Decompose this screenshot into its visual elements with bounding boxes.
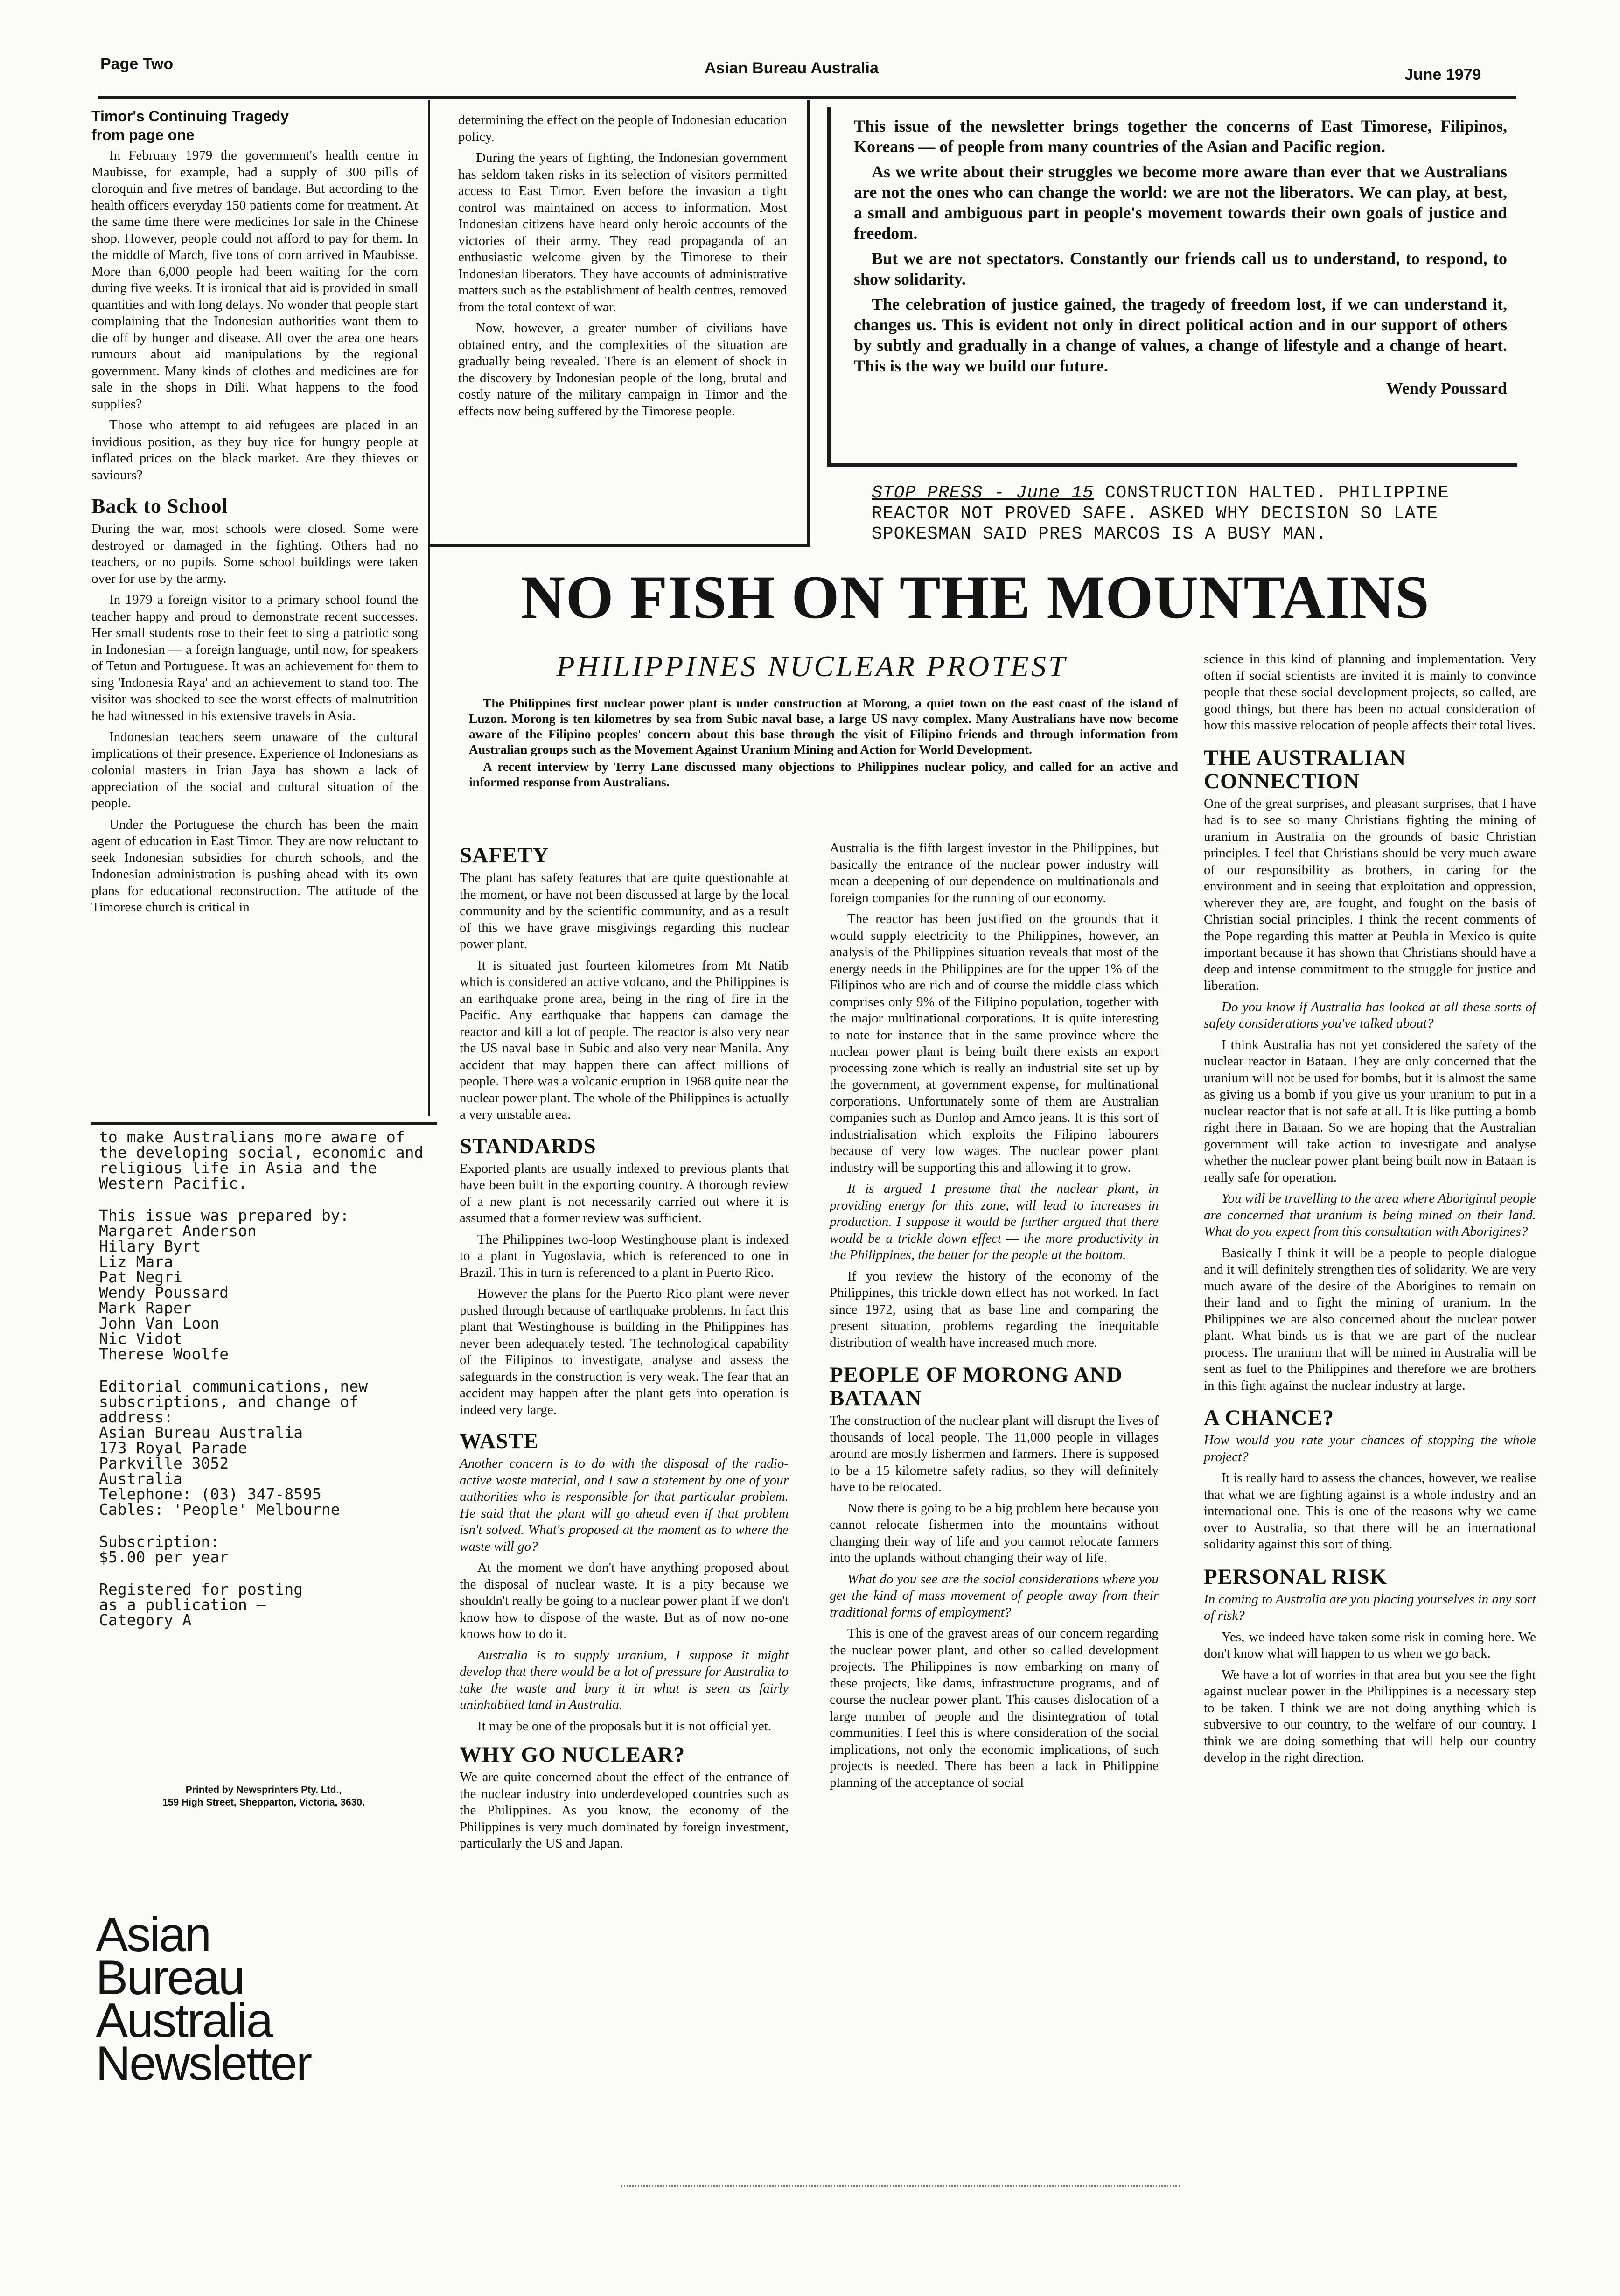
editorial-para: This issue of the newsletter brings together the concerns of East Timorese, Filipinos, Koreans — of people from many countries of the Asian and Pacific region.	[854, 117, 1507, 156]
address-line: Asian Bureau Australia	[99, 1423, 303, 1442]
prepared-by-name: Nic Vidot	[99, 1330, 182, 1348]
waste-question: Another concern is to do with the disposal of the radio-active waste material, and I saw a statement by one of your authorities who is responsible for that particular problem. He said that the plant will go ahead even if that problem isn't solved. What's proposed at the moment as to where the waste will go?	[460, 1456, 789, 1554]
logo-line: Bureau	[96, 1951, 244, 2005]
intro-para: The Philippines first nuclear power plant is under construction at Morong, a quiet town on the east coast of the island of Luzon. Morong is ten kilometres by sea from Subic naval base, a large US navy complex. Many Australians have now become aware of the Filipino peoples' concern about this base through the visit of Filipino friends and through information from Australian groups such as the Movement Against Uranium Mining and Action for World Development.	[469, 696, 1178, 756]
risk-answer: Yes, we indeed have taken some risk in coming here. We don't know what will happen to us when we go back.	[1204, 1629, 1536, 1661]
school-para: Indonesian teachers seem unaware of the cultural implications of their presence. Experience of Indonesians as colonial masters in Irian Jaya has shown a lack of appreciation of the social and cultural situation of the people.	[91, 729, 418, 811]
waste-answer: At the moment we don't have anything proposed about the disposal of nuclear waste. It is a pity because we shouldn't really be going to a nuclear power plant if we don't know how to dispose of the waste. But as of now no-one knows how to do it.	[460, 1560, 789, 1641]
risk-answer: We have a lot of worries in that area but you see the fight against nuclear power in the Philippines is a necessary step to be taken. I think we are not doing anything which is subversive to our country, to the welfare of our country. I think we are doing something that will help our country develop in the right direction.	[1204, 1667, 1536, 1765]
timor-para: In February 1979 the government's health centre in Maubisse, for example, had a supply of 300 pills of cloroquin and five metres of bandage. But according to the health officers everyday 150 patients come for treatment. At the same time there were medicines for sale in the Chinese shop. However, people could not afford to pay for them. In the middle of March, five tons of corn arrived in Maubisse. More than 6,000 people had been waiting for the corn during five weeks. It is ironical that aid is provided in small quantities and with long delays. No wonder that people start complaining that the Indonesian authorities want them to die off by hunger and disease. All over the area one hears rumours about aid manipulations by the regional government. Many kinds of clothes and medicines are for sale in the shops in Dili. What happens to the food supplies?	[91, 148, 418, 412]
stop-press-label: STOP PRESS - June 15	[872, 483, 1094, 503]
standards-title: STANDARDS	[460, 1134, 596, 1158]
registration-line: Registered for posting	[99, 1580, 303, 1598]
why-nuclear-para: We are quite concerned about the effect of the entrance of the nuclear industry into underdeveloped countries such as the Philippines. As you know, the economy of the Philippines is very much dominated by foreign investment, particularly the US and Japan.	[460, 1770, 789, 1851]
registration-line: Category A	[99, 1611, 192, 1629]
header-rule	[98, 96, 1516, 99]
prepared-by-name: Mark Raper	[99, 1299, 192, 1317]
prepared-by-name: Wendy Poussard	[99, 1283, 229, 1302]
feature-col2	[830, 840, 1159, 1796]
prepared-by-name: Liz Mara	[99, 1253, 173, 1271]
address-line: Cables: 'People' Melbourne	[99, 1500, 340, 1519]
registration-line: as a publication —	[99, 1596, 266, 1614]
bottom-dotted-rule	[621, 2185, 1180, 2187]
stop-press-text: CONSTRUCTION HALTED. PHILIPPINE	[1094, 483, 1449, 503]
chance-answer: It is really hard to assess the chances, however, we realise that what we are fighting against is a whole industry and an international one. This is one of the reasons why we came over to Australia, so that there will be an international solidarity against this sort of thing.	[1204, 1470, 1536, 1552]
standards-para: Exported plants are usually indexed to previous plants that have been built in the exporting country. A thorough review of a new plant is not necessarily carried out where it is assumed that a former review was sufficient.	[460, 1161, 789, 1225]
morong-question: What do you see are the social considerations where you get the kind of mass movement of people away from their traditional forms of employment?	[830, 1571, 1159, 1620]
feature-headline: NO FISH ON THE MOUNTAINS	[520, 563, 1430, 631]
editorial-para: As we write about their struggles we become more aware than ever that we Australians are not the ones who can change the world: we are not the liberators. We can play, at best, a small and ambiguous part in people's movement towards their own goals of justice and freedom.	[854, 162, 1507, 243]
prepared-by-name: Margaret Anderson	[99, 1222, 257, 1240]
school-para: During the war, most schools were closed. Some were destroyed or damaged in the fighting. Others had no teachers, or no pupils. Some school buildings were taken over for use by the army.	[91, 521, 418, 586]
column-rule	[428, 547, 430, 1116]
printer-line: Printed by Newsprinters Pty. Ltd.,	[185, 1785, 342, 1795]
timor-box-rule	[807, 100, 810, 547]
timor-col2-para: Now, however, a greater number of civilians have obtained entry, and the complexities of the situation are gradually being revealed. There is an element of shock in the discovery by Indonesian people of the long, brutal and costly nature of the military campaign in Timor and the effects now being suffered by the Timorese people.	[458, 321, 787, 419]
editorial-signature: Wendy Poussard	[1386, 379, 1507, 398]
address-line: 173 Royal Parade	[99, 1439, 247, 1457]
printer-line: 159 High Street, Shepparton, Victoria, 3630.	[162, 1797, 365, 1808]
feature-subhead: PHILIPPINES NUCLEAR PROTEST	[556, 650, 1068, 683]
aborigines-answer: Basically I think it will be a people to people dialogue and it will definitely strengthen ties of solidarity. We are very much aware of the desire of the Aborigines to remain on their land and to fight the mining of uranium. In the Philippines we are also concerned about the nuclear power plant. What binds us is that we are part of the nuclear process. The uranium that will be mined in Australia will be sent as fuel to the Philippines and therefore we are brothers in this fight against the nuclear industry at large.	[1204, 1245, 1536, 1393]
logo-line: Asian	[96, 1908, 210, 1962]
timor-article-col1	[91, 107, 418, 921]
timor-col2-para: During the years of fighting, the Indonesian government has seldom taken risks in its selection of visitors permitted access to East Timor. Even before the invasion a tight control was maintained on access to information. Most Indonesian citizens have heard only heroic accounts of the victories of their army. They read propaganda of an enthusiastic welcome given by the Timorese to their Indonesian liberators. They have accounts of administrative matters such as the establishment of health centres, removed from the total context of war.	[458, 150, 787, 315]
prepared-by-name: Therese Woolfe	[99, 1345, 229, 1363]
address-line: Parkville 3052	[99, 1454, 229, 1472]
page-number: Page Two	[100, 55, 174, 73]
australia-answer: I think Australia has not yet considered the safety of the nuclear reactor in Bataan. They are only concerned that the uranium will not be used for bombs, but it is almost the same as giving us a bomb if you give us your uranium to put in a nuclear reactor that is not safe at all. It is like putting a bomb right there in Bataan. So we are hoping that the Australian government will take action to investigate and analyse whether the nuclear power plant being built now in Bataan is really safe for operation.	[1204, 1037, 1536, 1185]
chance-question: How would you rate your chances of stopping the whole project?	[1204, 1433, 1536, 1464]
trickle-question: It is argued I presume that the nuclear plant, in providing energy for this zone, will lead to increases in production. I suppose it would be further argued that there would be a trickle down effect — the more productivity in the Philippines, the better for the people at the bottom.	[830, 1181, 1159, 1262]
subscription-label: Subscription:	[99, 1533, 220, 1551]
aborigines-question: You will be travelling to the area where Aboriginal people are concerned that uranium is being mined on their land. What do you expect from this consultation with Aborigines?	[1204, 1191, 1536, 1239]
trickle-answer: If you review the history of the economy of the Philippines, this trickle down effect has not worked. In fact since 1972, using that as base line and comparing the present situation, problems regarding the inequitable distribution of wealth have increased much more.	[830, 1268, 1159, 1350]
back-to-school-title: Back to School	[91, 495, 228, 518]
timor-subtitle: from page one	[91, 126, 195, 143]
prepared-by-name: Pat Negri	[99, 1268, 182, 1286]
address-label: Editorial communications, new subscriptions, and change of address:	[99, 1377, 368, 1426]
intro-para: A recent interview by Terry Lane discussed many objections to Philippines nuclear policy, and called for an active and informed response from Australians.	[469, 759, 1178, 789]
editorial-para: The celebration of justice gained, the tragedy of freedom lost, if we can understand it, changes us. This is evident not only in direct political action and in our support of others by subtly and gradually in a change of values, a change of lifestyle and a change of heart. This is the way we build our future.	[854, 295, 1507, 375]
safety-para: It is situated just fourteen kilometres from Mt Natib which is considered an active volcano, and the Philippines is an earthquake prone area, being in the ring of fire in the Pacific. Any earthquake that happens can damage the reactor and kill a lot of people. The reactor is also very near the US naval base in Subic and also very near Manila. Any accident that may happen there can affect millions of people. There was a volcanic eruption in 1968 quite near the nuclear power plant. The whole of the Philippines is actually a very unstable area.	[460, 958, 789, 1122]
column-rule	[428, 100, 430, 544]
morong-para: Now there is going to be a big problem here because you cannot relocate fishermen into the mountains without changing their way of life and you cannot relocate farmers into the uplands without changing their way of life.	[830, 1500, 1159, 1565]
economy-para: The reactor has been justified on the grounds that it would supply electricity to the Philippines, however, an analysis of the Philippines situation reveals that most of the energy needs in the Philippines are for the upper 1% of the Filipinos who are rich and of course the middle class which comprises only 9% of the Filipino population, together with the major multinational corporations. It is quite interesting to note for instance that in the same province where the nuclear power plant is being built there exists an export processing zone which is really an industrial site set up by the government, at government expense, for multinational corporations. Unfortunately some of them are Australian companies such as Dunlop and Amco jeans. It is this sort of industrialisation which exploits the Filipino labourers because of very low wages. The nuclear power plant industry will be supporting this and allowing it to grow.	[830, 911, 1159, 1175]
editorial-para: But we are not spectators. Constantly our friends call us to understand, to respond, to show solidarity.	[854, 249, 1507, 288]
feature-col1	[460, 840, 789, 1857]
issue-date: June 1979	[1404, 66, 1481, 84]
timor-box-rule	[428, 544, 810, 547]
stop-press-text: REACTOR NOT PROVED SAFE. ASKED WHY DECISION SO LATE	[872, 504, 1438, 524]
feature-col3	[1204, 651, 1536, 1771]
newsletter-logo	[96, 1908, 311, 2091]
timor-para: Those who attempt to aid refugees are placed in an invidious position, as they buy rice for hungry people at inflated prices on the black market. Are they thieves or saviours?	[91, 418, 418, 483]
logo-line: Australia	[96, 1994, 272, 2048]
economy-para: Australia is the fifth largest investor in the Philippines, but basically the entrance of the nuclear power industry will mean a deepening of our dependence on multinationals and foreign companies for the running of our economy.	[830, 840, 1159, 905]
timor-article-col2	[458, 112, 787, 424]
address-line: Telephone: (03) 347-8595	[99, 1485, 321, 1503]
safety-title: SAFETY	[460, 843, 549, 868]
prepared-by-label: This issue was prepared by:	[99, 1206, 349, 1225]
editorial-box	[827, 107, 1517, 467]
morong-title: PEOPLE OF MORONG AND BATAAN	[830, 1363, 1123, 1410]
timor-title: Timor's Continuing Tragedy	[91, 108, 289, 125]
stop-press	[872, 483, 1492, 545]
publication-name: Asian Bureau Australia	[705, 59, 879, 77]
safety-para: The plant has safety features that are quite questionable at the moment, or have not been discussed at large by the local community and by the scientific community, and as a result of this we have grave misgivings regarding this nuclear power plant.	[460, 870, 789, 952]
masthead-block	[99, 1129, 430, 1628]
masthead-aim: to make Australians more aware of the developing social, economic and religious life in Asia and the Western Pacific.	[99, 1128, 424, 1192]
standards-para: However the plans for the Puerto Rico plant were never pushed through because of earthquake problems. In fact this plant that Westinghouse is building in the Philippines has never been adequately tested. The technological capability of the Filipinos to investigate, analyse and assess the safeguards in the construction is very weak. The fear that an accident may happen after the plant gets into operation is indeed very large.	[460, 1286, 789, 1417]
morong-para: The construction of the nuclear plant will disrupt the lives of thousands of local people. The 11,000 people in villages around are mostly fishermen and farmers. There is supposed to be a 15 kilometre safety radius, so they will definitely have to be relocated.	[830, 1413, 1159, 1494]
stop-press-text: SPOKESMAN SAID PRES MARCOS IS A BUSY MAN.	[872, 524, 1327, 544]
logo-line: Newsletter	[96, 2037, 311, 2091]
chance-title: A CHANCE?	[1204, 1406, 1334, 1430]
personal-risk-title: PERSONAL RISK	[1204, 1564, 1388, 1589]
prepared-by-name: Hilary Byrt	[99, 1237, 201, 1255]
social-science-para: science in this kind of planning and implementation. Very often if social scientists are invited it is mainly to convince people that these social development projects, so called, are good things, but there has been no actual consideration of how this massive relocation of people affects their total lives.	[1204, 651, 1536, 733]
risk-question: In coming to Australia are you placing yourselves in any sort of risk?	[1204, 1591, 1536, 1623]
subscription-price: $5.00 per year	[99, 1548, 229, 1566]
waste-answer: It may be one of the proposals but it is not official yet.	[477, 1718, 772, 1734]
australian-connection-title: THE AUSTRALIAN CONNECTION	[1204, 745, 1406, 793]
address-line: Australia	[99, 1470, 182, 1488]
printer-credit	[93, 1784, 434, 1809]
feature-intro	[469, 695, 1178, 790]
prepared-by-name: John Van Loon	[99, 1314, 220, 1332]
australia-question: Do you know if Australia has looked at all these sorts of safety considerations you've talked about?	[1204, 999, 1536, 1031]
why-nuclear-title: WHY GO NUCLEAR?	[460, 1743, 685, 1767]
waste-question: Australia is to supply uranium, I suppose it might develop that there would be a lot of pressure for Australia to take the waste and bury it in what is seen as fairly uninhabited land in Australia.	[460, 1647, 789, 1712]
australian-connection-para: One of the great surprises, and pleasant surprises, that I have had is to see so many Christians fighting the mining of uranium in Australia on the grounds of basic Christian principles. I feel that Christians should be very much aware of our responsibility as brothers, in caring for the environment and in seeing that exploitation and oppression, wherever they are, are fought, and fought on the basis of Christian social principles. I think the recent comments of the Pope regarding this matter at Peubla in Mexico is quite important because it has shown that Christians should have a deep and intense commitment to the struggle for justice and liberation.	[1204, 796, 1536, 993]
standards-para: The Philippines two-loop Westinghouse plant is indexed to a plant in Yugoslavia, which is referenced to one in Brazil. This in turn is referenced to a plant in Puerto Rico.	[460, 1232, 789, 1280]
masthead-rule	[91, 1122, 437, 1125]
school-para: Under the Portuguese the church has been the main agent of education in East Timor. They are now reluctant to seek Indonesian subsidies for church schools, and the Indonesian administration is pushing ahead with its own plans for educational reconstruction. The attitude of the Timorese church is critical in	[91, 817, 418, 915]
timor-col2-para: determining the effect on the people of Indonesian education policy.	[458, 112, 787, 144]
school-para: In 1979 a foreign visitor to a primary school found the teacher happy and proud to demonstrate recent successes. Her small students rose to their feet to sing a patriotic song in Indonesian — a foreign language, until now, for speakers of Tetun and Portuguese. It was an achievement for them to sing 'Indonesia Raya' and an achievement to stand too. The visitor was shocked to see the worst effects of malnutrition he had witnessed in his extensive travels in Asia.	[91, 592, 418, 723]
waste-title: WASTE	[460, 1429, 539, 1453]
morong-answer: This is one of the gravest areas of our concern regarding the nuclear power plant, and other so called development projects. The Philippines is now embarking on many of these projects, like dams, infrastructure programs, and of course the nuclear power plant. This causes dislocation of a large number of people and the disintegration of total communities. I feel this is where consideration of the social implications, not only the economic implications, of such projects is needed. There has been a lack in Philippine planning of the acceptance of social	[830, 1626, 1159, 1790]
